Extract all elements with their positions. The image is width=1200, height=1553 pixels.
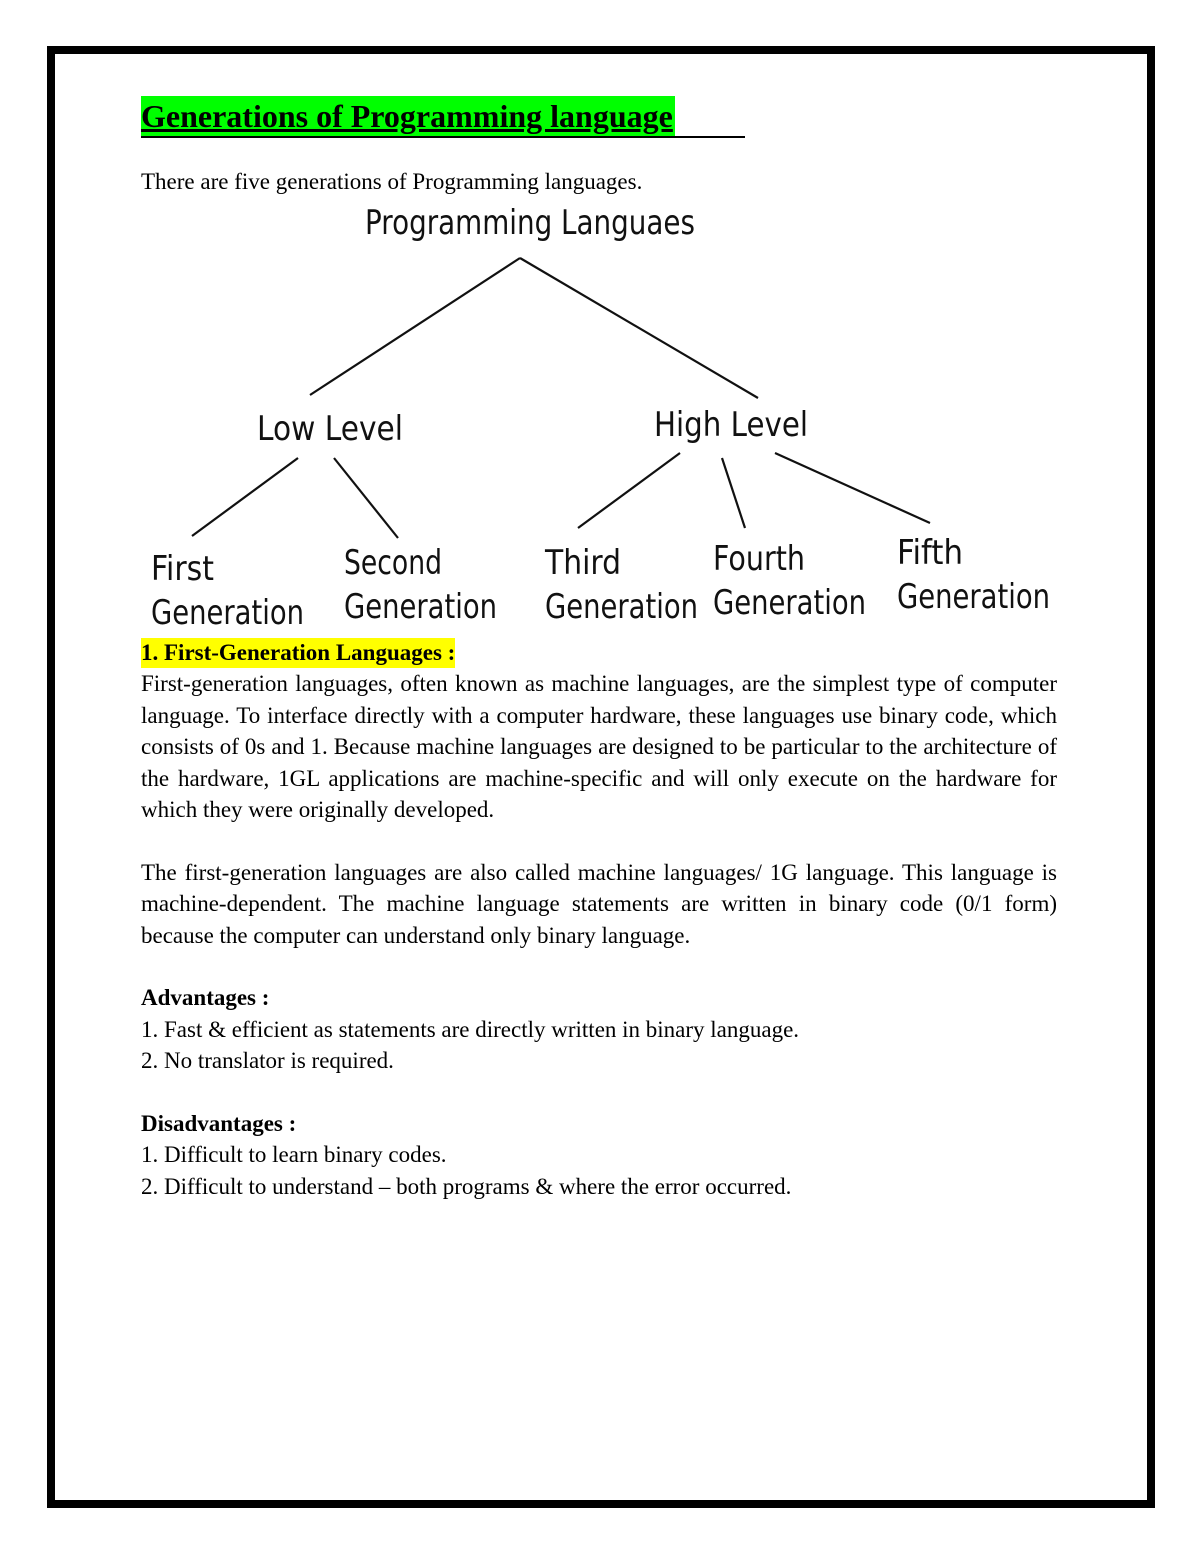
advantages-heading: Advantages : [141,985,270,1010]
gen2-line2: Generation [344,587,497,627]
gen4-line1: Fourth [713,539,805,579]
diagram-canvas [0,198,1050,638]
low-level-label: Low Level [257,409,403,449]
connector-high-fifth [775,453,930,523]
paragraph-2: The first-generation languages are also called machine languages/ 1G language. This language is machine-dependent. The machine language statements are written in binary code (0/1 form) because the computer can understand only binary language. [141,859,1057,948]
disadvantage-item: 1. Difficult to learn binary codes. [141,1142,447,1167]
gen5-line1: Fifth [897,533,963,573]
gen4-line2: Generation [713,583,866,623]
gen1-line2: Generation [151,593,304,633]
connector-high-fourth [722,458,745,528]
connector-low-first [192,458,298,536]
hierarchy-diagram [0,198,1050,638]
paragraph-1: First-generation languages, often known as machine languages, are the simplest type of computer language. To interface directly with a computer hardware, these languages use binary code, which consists of 0s and 1. Because machine languages are designed to be particular to the architecture of the hardware, 1GL applications are machine-specific and will only execute on the hardware for which they were originally developed. [141,671,1057,822]
disadvantages-heading: Disadvantages : [141,1110,297,1136]
connector-low-second [334,458,398,538]
intro-text: There are five generations of Programming languages. [141,169,643,194]
high-level-label: High Level [654,405,808,445]
connector-high-third [578,453,680,528]
gen5-line2: Generation [897,577,1050,617]
advantage-item: 2. No translator is required. [141,1048,394,1073]
section-heading: 1. First-Generation Languages : [141,638,455,668]
gen3-line1: Third [544,543,621,583]
advantage-item: 1. Fast & efficient as statements are directly written in binary language. [141,1016,800,1042]
title-underline [141,96,745,138]
disadvantage-item: 2. Difficult to understand – both programs & where the error occurred. [141,1173,792,1199]
gen2-line1: Second [344,543,442,583]
connector-root-high [520,258,758,398]
connector-root-low [310,258,520,395]
root-node-label: Programming Languaes [365,203,695,243]
gen3-line2: Generation [545,587,698,627]
section-first-generation [141,638,1057,1202]
document-title: Generations of Programming language [141,98,673,134]
gen1-line1: First [151,549,214,589]
document-body [141,96,1057,1202]
